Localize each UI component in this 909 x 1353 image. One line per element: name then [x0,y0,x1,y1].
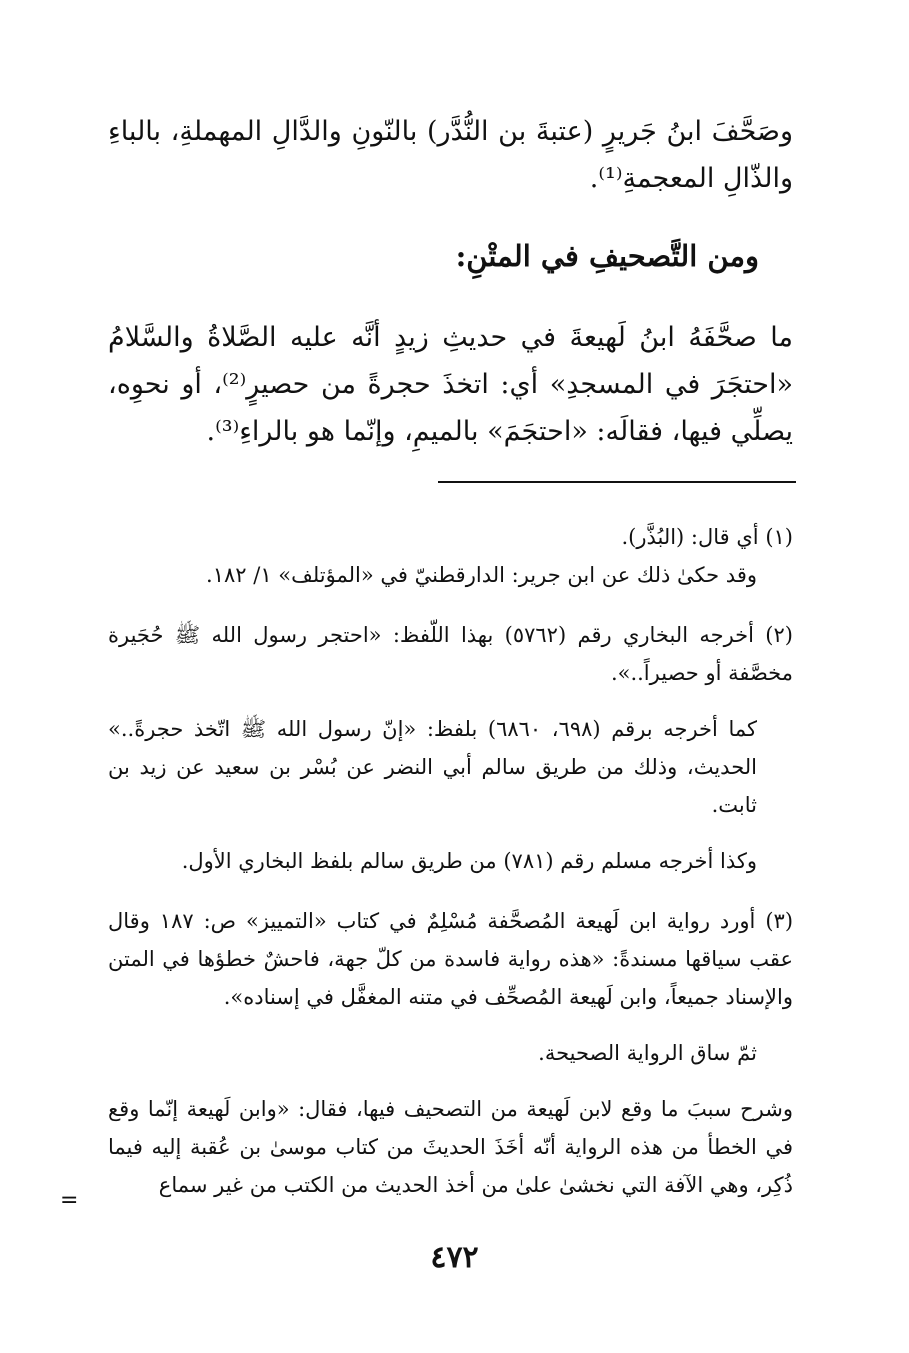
footnote-2-paragraph-3: وكذا أخرجه مسلم رقم (٧٨١) من طريق سالم بلفظ البخاري الأول. [181,849,757,873]
page-number: ٤٧٢ [430,1240,479,1275]
continuation-mark: = [60,1188,79,1213]
footnote-2-paragraph-2: كما أخرجه برقم (٦٩٨، ٦٨٦٠) بلفظ: «إنّ رسول الله ﷺ اتّخذ حجرةً..» الحديث، وذلك من طريق سالم أبي النضر عن بُسْر بن سعيد عن زيد بن ثابت. [108,717,757,817]
main-text [108,108,793,455]
main-paragraph-2: ما صحَّفَهُ ابنُ لَهيعةَ في حديثِ زيدٍ أنَّه عليه الصَّلاةُ والسَّلامُ «احتجَرَ في المسجدِ» أي: اتخذَ حجرةً من حصيرٍ⁽²⁾، أو نحوِه، يصلِّي فيها، فقالَه: «احتجَمَ» بالميمِ، وإنّما هو بالراءِ⁽³⁾. [108,322,793,447]
footnote-3-paragraph-1: (٣) أورد رواية ابن لَهيعة المُصحَّفة مُسْلِمٌ في كتاب «التمييز» ص: ١٨٧ وقال عقب سياقها مسندةً: «هذه رواية فاسدة من كلّ جهة، فاحشٌ خطؤها في المتن والإسناد جميعاً، وابن لَهيعة المُصحِّف في متنه المغفَّل في إسناده». [108,909,794,1009]
footnote-1-line-1: (١) أي قال: (البُذَّر). [621,525,793,549]
footnote-separator [438,481,796,483]
footnote-2-paragraph-1: (٢) أخرجه البخاري رقم (٥٧٦٢) بهذا اللّفظ: «احتجر رسول الله ﷺ حُجَيرة مخصَّفة أو حصيراً..». [108,623,793,685]
footnote-3-paragraph-3: وشرح سببَ ما وقع لابن لَهيعة من التصحيف فيها، فقال: «وابن لَهيعة إنّما وقع في الخطأ من هذه الرواية أنّه أخَذَ الحديثَ من كتاب موسىٰ بن عُقبة إليه فيما ذُكِر، وهي الآفة التي نخشىٰ علىٰ من أخذ الحديث من الكتب من غير سماع [108,1097,793,1197]
footnotes [108,518,793,1204]
footnote-3-paragraph-2: ثمّ ساق الرواية الصحيحة. [538,1041,757,1065]
main-paragraph-1: وصَحَّفَ ابنُ جَريرٍ (عتبةَ بن النُّدَّر) بالنّونِ والدَّالِ المهملةِ، بالباءِ والذّالِ المعجمةِ⁽¹⁾. [108,116,793,194]
section-heading: ومن التَّصحيفِ في المتْنِ: [455,239,759,273]
footnote-1-line-2: وقد حكىٰ ذلك عن ابن جرير: الدارقطنيّ في «المؤتلف» ١/ ١٨٢. [206,563,757,587]
